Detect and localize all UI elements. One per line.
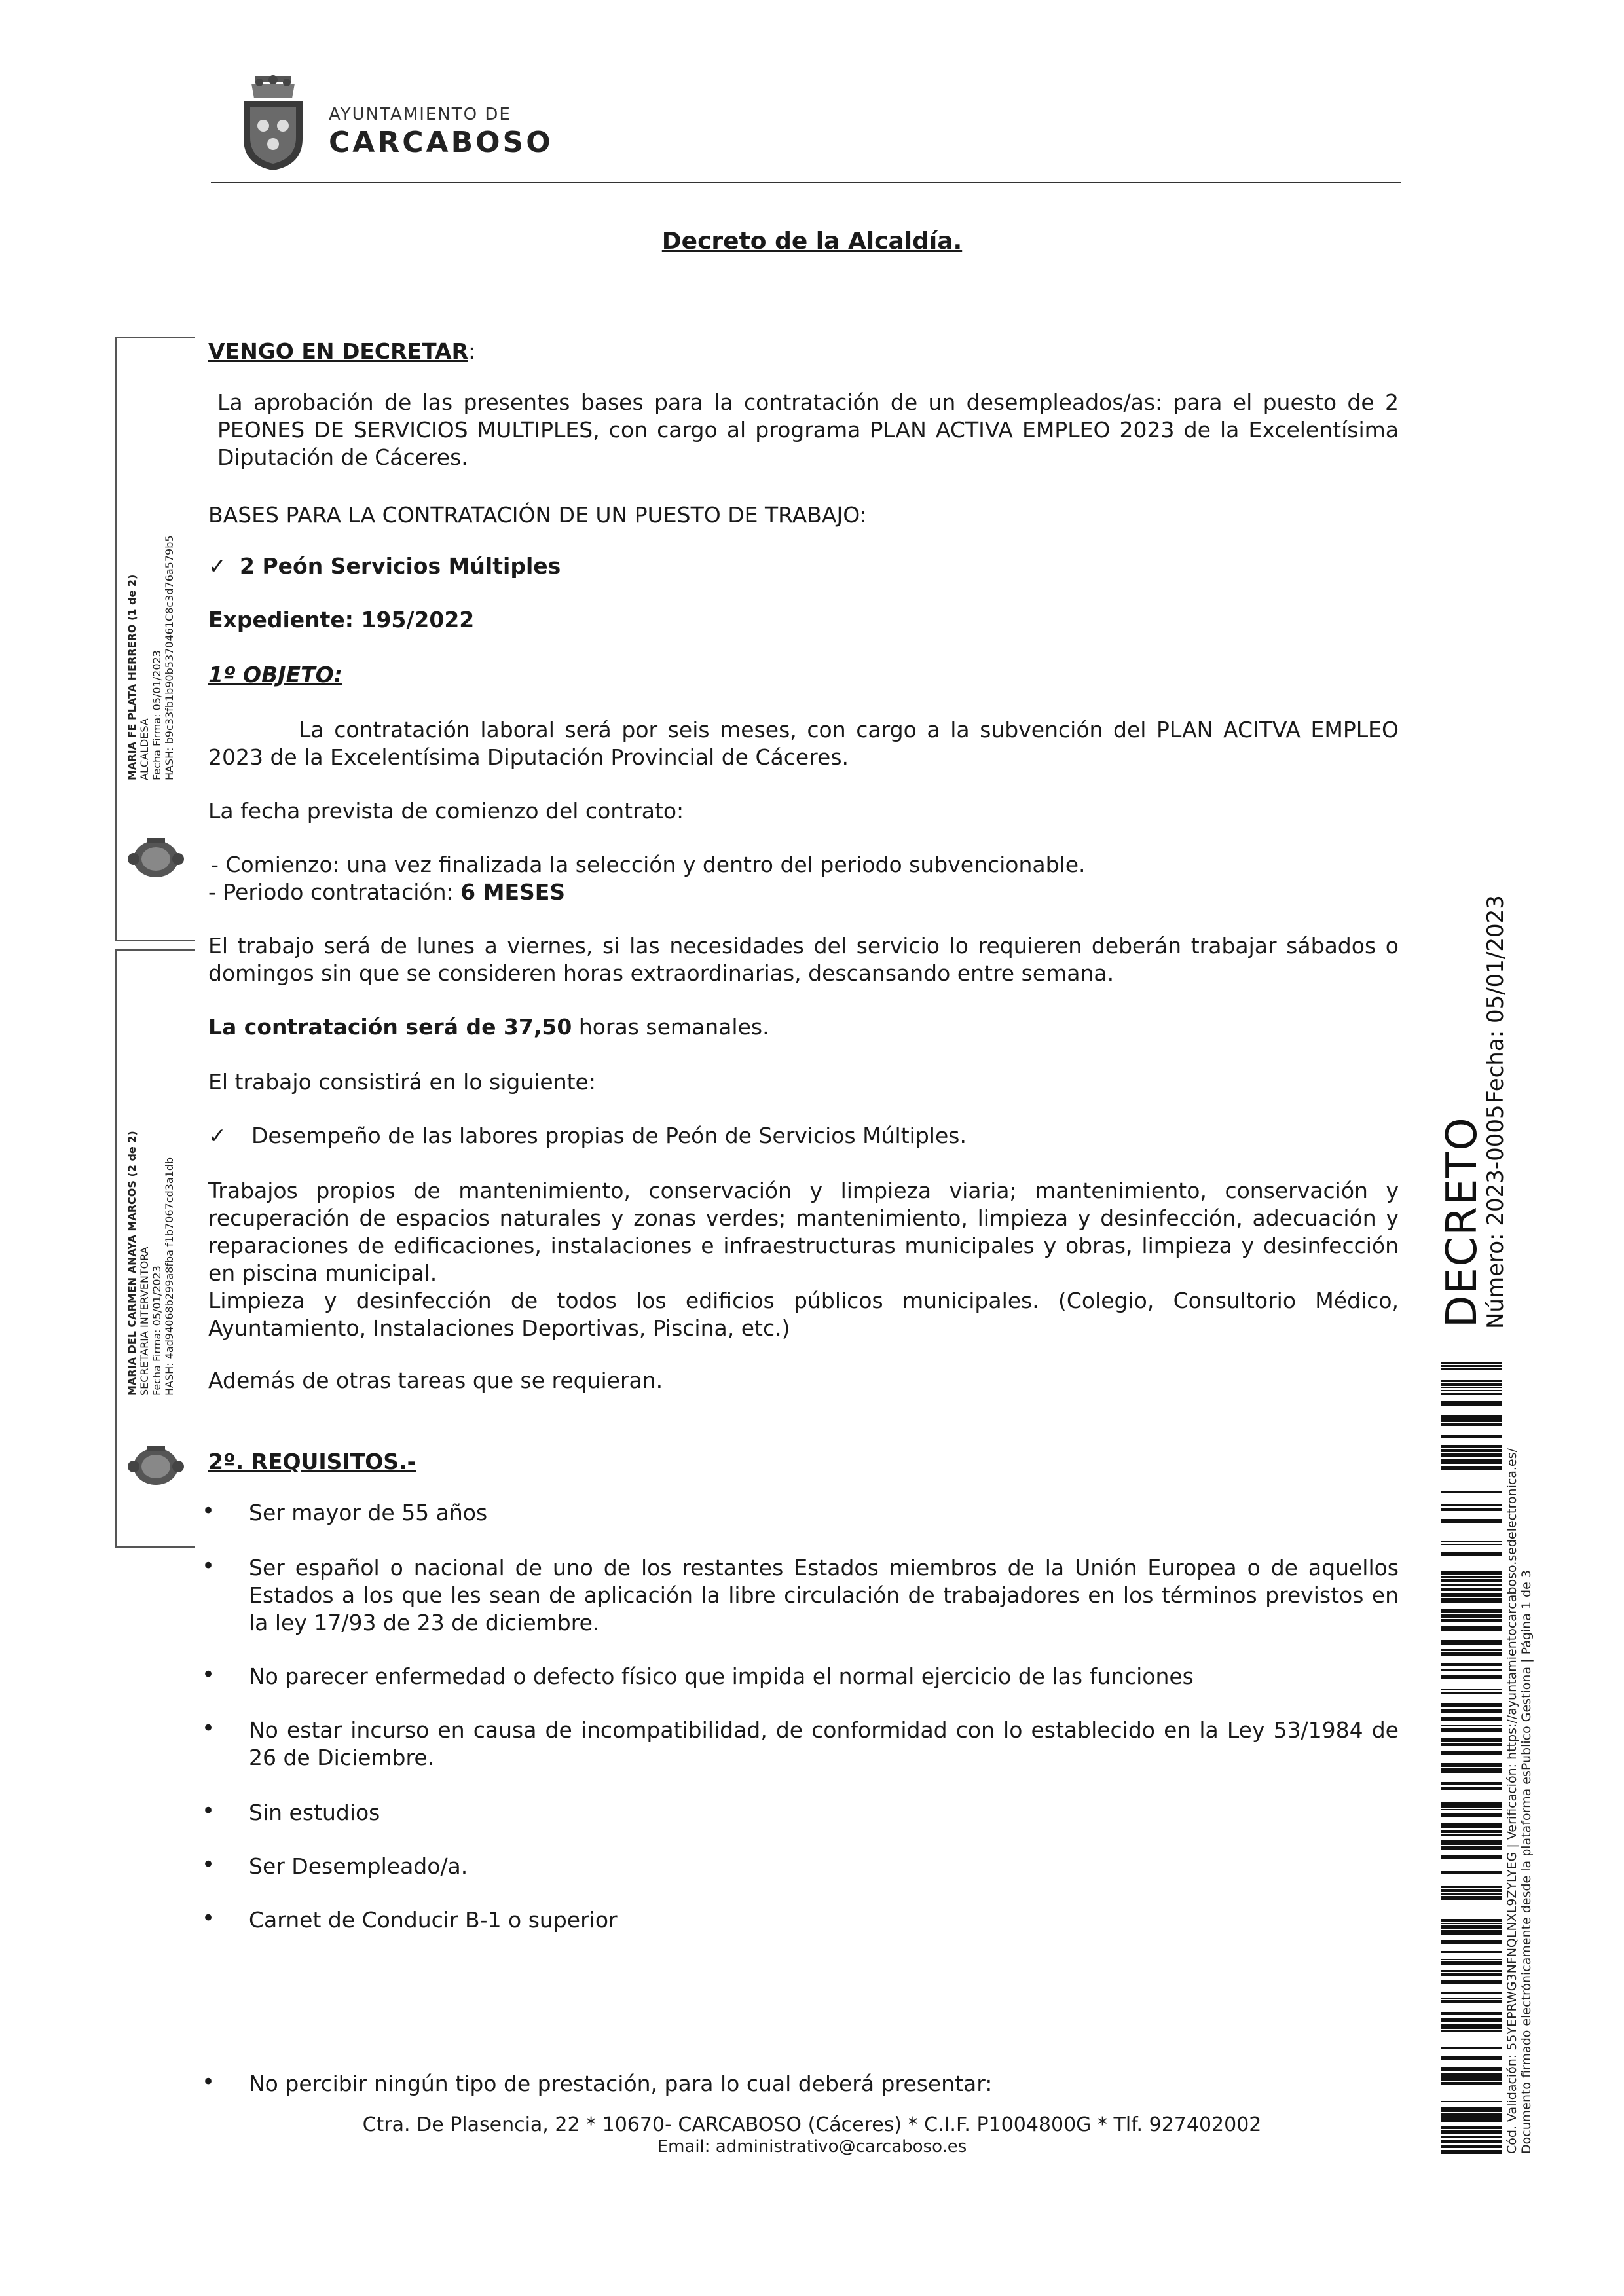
- seal-icon: [123, 1443, 189, 1489]
- bullet-icon: •: [202, 1498, 215, 1524]
- signature-box-secretaria: [115, 949, 195, 1548]
- requisito-item: Sin estudios: [249, 1800, 380, 1825]
- signature-hash: HASH: 4ad94068b299a8fba f1b7067cd3a1db: [163, 1157, 175, 1396]
- decreto-number: Número: 2023-0005: [1483, 1104, 1509, 1329]
- horario-paragraph: El trabajo será de lunes a viernes, si las necesidades del servicio lo requieren deberán trabajar sábados o domingos sin que se consideren horas extraordinarias, descansando entre semana.: [208, 933, 1399, 986]
- trabajos-paragraph: Trabajos propios de mantenimiento, conservación y limpieza viaria; mantenimiento, conservación y recuperación de espacios naturales y zonas verdes; mantenimiento, limpieza y desinfección, adecuación y reparaciones de edificaciones, instalaciones e infraestructuras municipales y obras, limpieza y desinfección en piscina municipal.: [208, 1178, 1399, 1286]
- signature-box-alcaldesa: [115, 337, 195, 941]
- horas-bold: La contratación será de 37,50: [208, 1014, 572, 1040]
- expediente: Expediente: 195/2022: [208, 607, 475, 632]
- ademas-line: Además de otras tareas que se requieran.: [208, 1368, 663, 1393]
- puesto-text: 2 Peón Servicios Múltiples: [240, 553, 561, 579]
- requisitos-heading: 2º. REQUISITOS.-: [208, 1449, 416, 1474]
- decreto-stamp: DECRETO: [1438, 1116, 1486, 1328]
- decreto-date: Fecha: 05/01/2023: [1483, 895, 1509, 1103]
- requisito-item: No estar incurso en causa de incompatibilidad, de conformidad con lo establecido en la Ley 53/1984 de 26 de Diciembre.: [249, 1717, 1399, 1770]
- periodo-line: [208, 879, 1399, 906]
- bullet-icon: •: [202, 1905, 215, 1931]
- puesto-line: [208, 553, 1399, 580]
- desempeno-line: [208, 1122, 1399, 1150]
- vengo-text: VENGO EN DECRETAR: [208, 338, 468, 364]
- ayuntamiento-label: AYUNTAMIENTO DE: [329, 105, 511, 124]
- signer-role: ALCALDESA: [138, 718, 151, 780]
- signer-name: MARIA DEL CARMEN ANAYA MARCOS (2 de 2): [126, 1131, 138, 1396]
- requisito-item: Ser español o nacional de uno de los restantes Estados miembros de la Unión Europea o de aquellos Estados a los que les sean de aplicación la libre circulación de trabajadores en los términos previstos en la ley 17/93 de 23 de diciembre.: [249, 1555, 1399, 1635]
- document-title: Decreto de la Alcaldía.: [661, 228, 963, 255]
- fecha-prevista: La fecha prevista de comienzo del contrato:: [208, 798, 684, 824]
- bullet-icon: •: [202, 2069, 215, 2095]
- consistira-line: El trabajo consistirá en lo siguiente:: [208, 1069, 596, 1095]
- bullet-icon: •: [202, 1851, 215, 1878]
- ayuntamiento-name: CARCABOSO: [329, 126, 553, 159]
- bullet-icon: •: [202, 1715, 215, 1741]
- signature-date: Fecha Firma: 05/01/2023: [151, 650, 163, 780]
- platform-note: Documento firmado electrónicamente desde la plataforma esPublico Gestiona | Página 1 de 3: [1519, 1570, 1534, 2154]
- objeto-heading: 1º OBJETO:: [208, 662, 342, 687]
- desempeno-text: Desempeño de las labores propias de Peón de Servicios Múltiples.: [251, 1123, 967, 1148]
- footer-address: Ctra. De Plasencia, 22 * 10670- CARCABOSO (Cáceres) * C.I.F. P1004800G * Tlf. 927402002: [362, 2113, 1262, 2136]
- intro-paragraph: La aprobación de las presentes bases para la contratación de un desempleados/as: para el puesto de 2 PEONES DE SERVICIOS MULTIPLES, con cargo al programa PLAN ACTIVA EMPLEO 2023 de la Excelentísima Diputación de Cáceres.: [217, 390, 1399, 470]
- horas-line: [208, 1013, 1399, 1041]
- requisito-item: Ser Desempleado/a.: [249, 1853, 468, 1879]
- horas-rest: horas semanales.: [578, 1014, 769, 1040]
- validation-code: Cód. Validación: 55YEPRWG3NFNQLNXL9ZYLYEG | Verificación: https://ayuntamientocarcaboso.sedelectronica.es/: [1505, 1448, 1519, 2154]
- signature-hash: HASH: b9c33fb1b90b5370461C8c3d76a579b5: [163, 535, 175, 780]
- objeto-paragraph: La contratación laboral será por seis meses, con cargo a la subvención del PLAN ACITVA EMPLEO 2023 de la Excelentísima Diputación Provincial de Cáceres.: [208, 717, 1399, 770]
- bases-title: BASES PARA LA CONTRATACIÓN DE UN PUESTO DE TRABAJO:: [208, 502, 867, 528]
- requisito-item: Carnet de Conducir B-1 o superior: [249, 1907, 618, 1933]
- bullet-icon: •: [202, 1553, 215, 1579]
- comienzo-line: - Comienzo: una vez finalizada la selección y dentro del periodo subvencionable.: [211, 852, 1086, 877]
- bullet-icon: •: [202, 1662, 215, 1688]
- signature-details: [126, 1131, 175, 1396]
- vengo-heading: VENGO EN DECRETAR:: [208, 338, 476, 364]
- check-icon: ✓: [208, 553, 227, 579]
- signer-role: SECRETARIA INTERVENTORA: [138, 1247, 151, 1396]
- requisito-item: Ser mayor de 55 años: [249, 1500, 488, 1525]
- check-icon: ✓: [208, 1123, 227, 1148]
- footer-email: Email: administrativo@carcaboso.es: [657, 2137, 967, 2157]
- requisito-item: No percibir ningún tipo de prestación, para lo cual deberá presentar:: [249, 2071, 993, 2096]
- requisito-item: No parecer enfermedad o defecto físico que impida el normal ejercicio de las funciones: [249, 1664, 1194, 1689]
- signer-name: MARIA FE PLATA HERRERO (1 de 2): [126, 574, 138, 780]
- bullet-icon: •: [202, 1798, 215, 1824]
- signature-details: [126, 535, 175, 780]
- signature-date: Fecha Firma: 05/01/2023: [151, 1266, 163, 1396]
- municipality-logo: [237, 73, 553, 172]
- barcode-icon: [1441, 1362, 1502, 2154]
- seal-icon: [123, 835, 189, 881]
- limpieza-paragraph: Limpieza y desinfección de todos los edificios públicos municipales. (Colegio, Consultorio Médico, Ayuntamiento, Instalaciones Deportivas, Piscina, etc.): [208, 1288, 1399, 1341]
- periodo-value: 6 MESES: [460, 879, 566, 905]
- header-divider: [211, 182, 1401, 183]
- periodo-label: - Periodo contratación:: [208, 879, 454, 905]
- coat-of-arms-icon: [237, 73, 309, 172]
